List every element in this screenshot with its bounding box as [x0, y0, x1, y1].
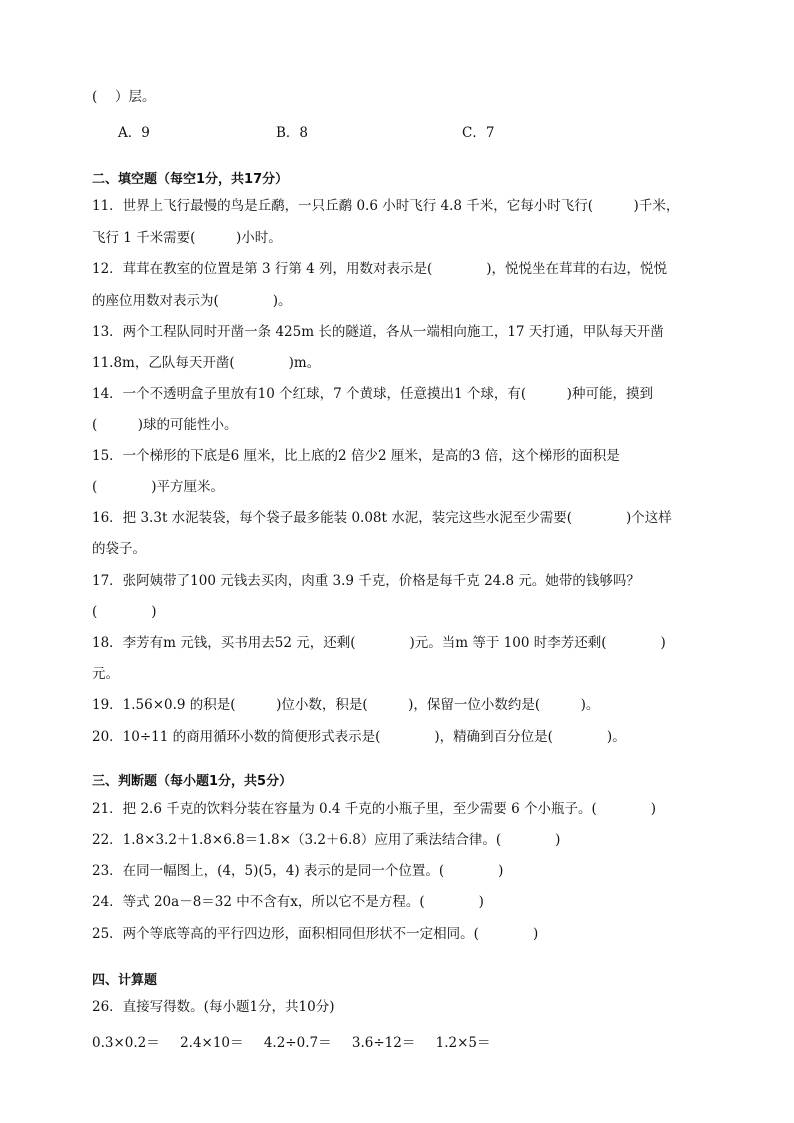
question-line: 11．世界上飞行最慢的鸟是丘鹬，一只丘鹬 0.6 小时飞行 4.8 千米，它每小时飞行( )千米，	[92, 198, 680, 214]
question-line: 21．把 2.6 千克的饮料分装在容量为 0.4 千克的小瓶子里，至少需要 6 个小瓶子。( )	[92, 801, 656, 817]
question-line: 26．直接写得数。(每小题1分，共10分)	[92, 999, 335, 1015]
calc-row	[92, 1034, 507, 1052]
calc-item: 0.3×0.2＝	[92, 1035, 160, 1051]
option-c: C．7	[462, 125, 495, 141]
question-line: 20．10÷11 的商用循环小数的简便形式表示是( )，精确到百分位是( )。	[92, 729, 626, 745]
calc-item: 1.2×5＝	[435, 1035, 491, 1051]
question-line: 11.8m，乙队每天开凿( )m。	[92, 355, 321, 371]
calc-item: 4.2÷0.7＝	[263, 1035, 332, 1051]
question-line: 飞行 1 千米需要( )小时。	[92, 230, 282, 246]
section-heading-fill-blank: 二、填空题（每空1分，共17分）	[92, 172, 289, 187]
question-line: ( )球的可能性小。	[92, 417, 238, 433]
option-a: A．9	[118, 125, 150, 141]
question-line: 25．两个等底等高的平行四边形，面积相同但形状不一定相同。( )	[92, 926, 539, 942]
calc-item: 3.6÷12＝	[351, 1035, 416, 1051]
question-line: 元。	[92, 666, 119, 682]
section-heading-calculation: 四、计算题	[92, 973, 158, 988]
section-heading-true-false: 三、判断题（每小题1分，共5分）	[92, 774, 293, 789]
question-tail: ( ）层。	[92, 89, 156, 105]
question-line: 18．李芳有m 元钱，买书用去52 元，还剩( )元。当m 等于 100 时李芳还剩( )	[92, 635, 666, 651]
question-line: 15．一个梯形的下底是6 厘米，比上底的2 倍少2 厘米，是高的3 倍，这个梯形的面积是	[92, 448, 620, 464]
question-line: 14．一个不透明盒子里放有10 个红球，7 个黄球，任意摸出1 个球，有( )种可能，摸到	[92, 386, 653, 402]
question-line: 24．等式 20a－8＝32 中不含有x，所以它不是方程。( )	[92, 894, 484, 910]
question-line: 的袋子。	[92, 541, 146, 557]
question-line: 16．把 3.3t 水泥装袋，每个袋子最多能装 0.08t 水泥，装完这些水泥至少需要( )个这样	[92, 510, 672, 526]
question-line: ( )平方厘米。	[92, 479, 225, 495]
option-b: B．8	[276, 125, 309, 141]
question-line: 12．茸茸在教室的位置是第 3 行第 4 列，用数对表示是( )，悦悦坐在茸茸的右边，悦悦	[92, 261, 668, 277]
question-line: 13．两个工程队同时开凿一条 425m 长的隧道，各从一端相向施工，17 天打通，甲队每天开凿	[92, 324, 664, 340]
question-line: 22．1.8×3.2＋1.8×6.8＝1.8×（3.2＋6.8）应用了乘法结合律。( )	[92, 832, 561, 848]
calc-item: 2.4×10＝	[180, 1035, 244, 1051]
question-line: 19．1.56×0.9 的积是( )位小数，积是( )，保留一位小数约是( )。	[92, 697, 600, 713]
question-line: 的座位用数对表示为( )。	[92, 293, 292, 309]
question-line: 23．在同一幅图上，(4，5)(5，4) 表示的是同一个位置。( )	[92, 863, 504, 879]
question-line: 17．张阿姨带了100 元钱去买肉，肉重 3.9 千克，价格是每千克 24.8 元。她带的钱够吗？	[92, 573, 640, 589]
question-line: ( )	[92, 604, 157, 620]
